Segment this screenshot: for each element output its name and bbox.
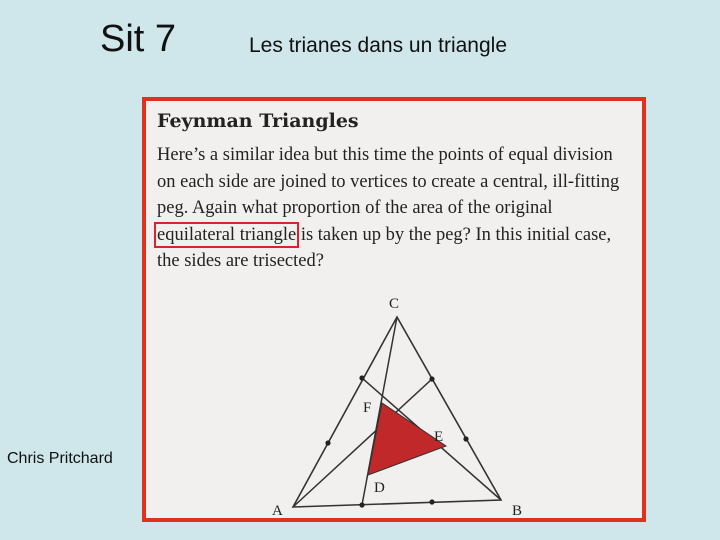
label-f: F: [363, 400, 372, 416]
paragraph-text-before: Here’s a similar idea but this time the points of equal division on each side are joined to vertices to create a central, ill-fitting peg. Again what proportion of the area of the original: [157, 145, 620, 218]
label-d: D: [374, 480, 385, 496]
book-heading: Feynman Triangles: [157, 110, 359, 132]
slide-number: Sit 7: [100, 18, 177, 60]
book-scan-image: [142, 97, 646, 522]
label-c: C: [389, 296, 400, 312]
paragraph-text-after: is taken up by the peg? In this initial case, the sides are trisected?: [157, 224, 612, 271]
author-name: Chris Pritchard: [7, 450, 113, 467]
label-a: A: [272, 503, 283, 518]
label-b: B: [512, 503, 523, 518]
label-e: E: [434, 429, 444, 445]
highlighted-phrase: equilateral triangle: [157, 224, 297, 245]
book-paragraph: [157, 142, 632, 275]
slide-title: Les trianes dans un triangle: [249, 34, 507, 57]
